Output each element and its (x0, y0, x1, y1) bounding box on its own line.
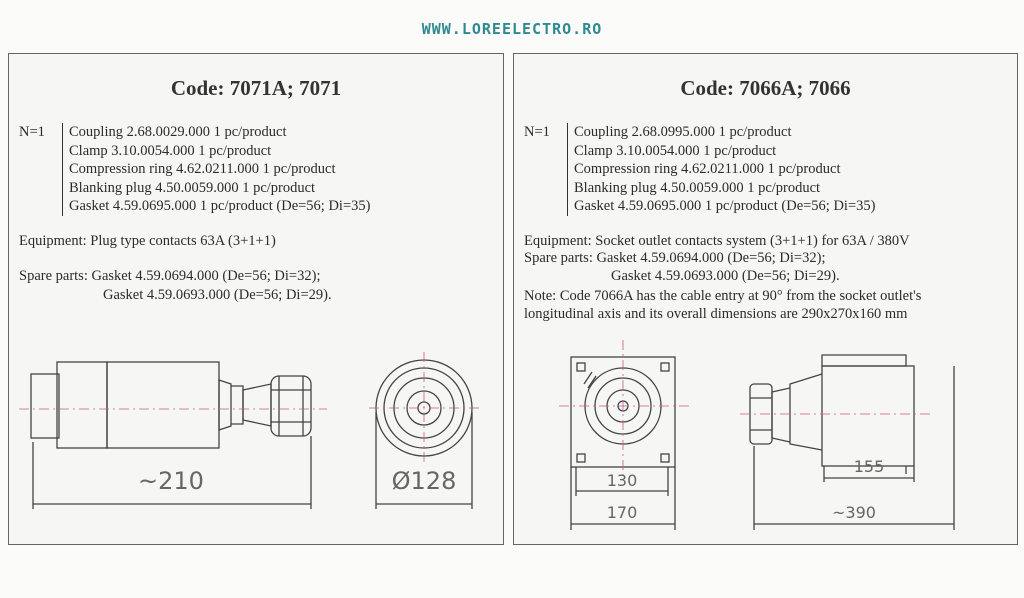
dim-170-label: 170 (606, 503, 638, 522)
plug-drawing (9, 54, 503, 544)
spare-parts-text-2: Gasket 4.59.0693.000 (De=56; Di=29). (611, 268, 840, 284)
screw-tl (577, 363, 585, 371)
plug-body-right (107, 362, 219, 448)
component-item: Gasket 4.59.0695.000 1 pc/product (De=56; Di=35) (69, 198, 371, 214)
equipment-text: Equipment: Plug type contacts 63A (3+1+1) (19, 233, 276, 249)
spare-parts-text: Spare parts: Gasket 4.59.0694.000 (De=56; Di=32); (524, 250, 826, 266)
dim-diameter-label: Ø128 (391, 467, 457, 495)
cable-clamp (271, 376, 311, 436)
side-foot (906, 466, 914, 474)
component-item: Compression ring 4.62.0211.000 1 pc/product (69, 161, 336, 177)
n-label: N=1 (524, 124, 550, 140)
component-item: Gasket 4.59.0695.000 1 pc/product (De=56; Di=35) (574, 198, 876, 214)
spare-parts-text-2: Gasket 4.59.0693.000 (De=56; Di=29). (103, 287, 332, 303)
clamp-details (271, 376, 311, 436)
dim-length-label: ~210 (138, 467, 204, 495)
spare-parts-text: Spare parts: Gasket 4.59.0694.000 (De=56; Di=32); (19, 268, 321, 284)
side-gland (772, 388, 790, 442)
component-item: Coupling 2.68.0029.000 1 pc/product (69, 124, 287, 140)
side-top-lid (822, 355, 906, 366)
plug-end-cap (31, 374, 59, 438)
n-label: N=1 (19, 124, 45, 140)
dim-155-label: 155 (853, 457, 885, 476)
socket-drawing (514, 54, 1017, 544)
plug-gland (243, 384, 271, 426)
component-item: Blanking plug 4.50.0059.000 1 pc/product (574, 179, 821, 196)
component-item: Clamp 3.10.0054.000 1 pc/product (69, 142, 272, 159)
dim-130-label: 130 (606, 471, 638, 490)
side-taper (790, 374, 822, 450)
panel-7071 (8, 53, 504, 545)
note-text-2: longitudinal axis and its overall dimensions are 290x270x160 mm (524, 306, 908, 322)
socket-box (571, 357, 675, 467)
panel-title: Code: 7066A; 7066 (680, 76, 851, 100)
site-url[interactable]: WWW.LOREELECTRO.RO (421, 20, 603, 38)
plug-collar (219, 380, 231, 430)
screw-bl (577, 454, 585, 462)
plug-body-left (57, 362, 107, 448)
panel-title: Code: 7071A; 7071 (170, 76, 342, 100)
component-item: Clamp 3.10.0054.000 1 pc/product (574, 142, 777, 159)
screw-tr (661, 363, 669, 371)
side-body (822, 366, 914, 466)
component-item: Blanking plug 4.50.0059.000 1 pc/product (69, 179, 316, 196)
screw-br (661, 454, 669, 462)
component-item: Compression ring 4.62.0211.000 1 pc/product (574, 161, 841, 177)
note-text: Note: Code 7066A has the cable entry at 90° from the socket outlet's (524, 288, 922, 304)
earth-symbol (584, 372, 596, 388)
dim-390-label: ~390 (832, 503, 876, 522)
plug-neck (231, 386, 243, 424)
equipment-text: Equipment: Socket outlet contacts system (3+1+1) for 63A / 380V (524, 233, 910, 249)
component-item: Coupling 2.68.0995.000 1 pc/product (574, 124, 792, 140)
panel-7066 (513, 53, 1018, 545)
